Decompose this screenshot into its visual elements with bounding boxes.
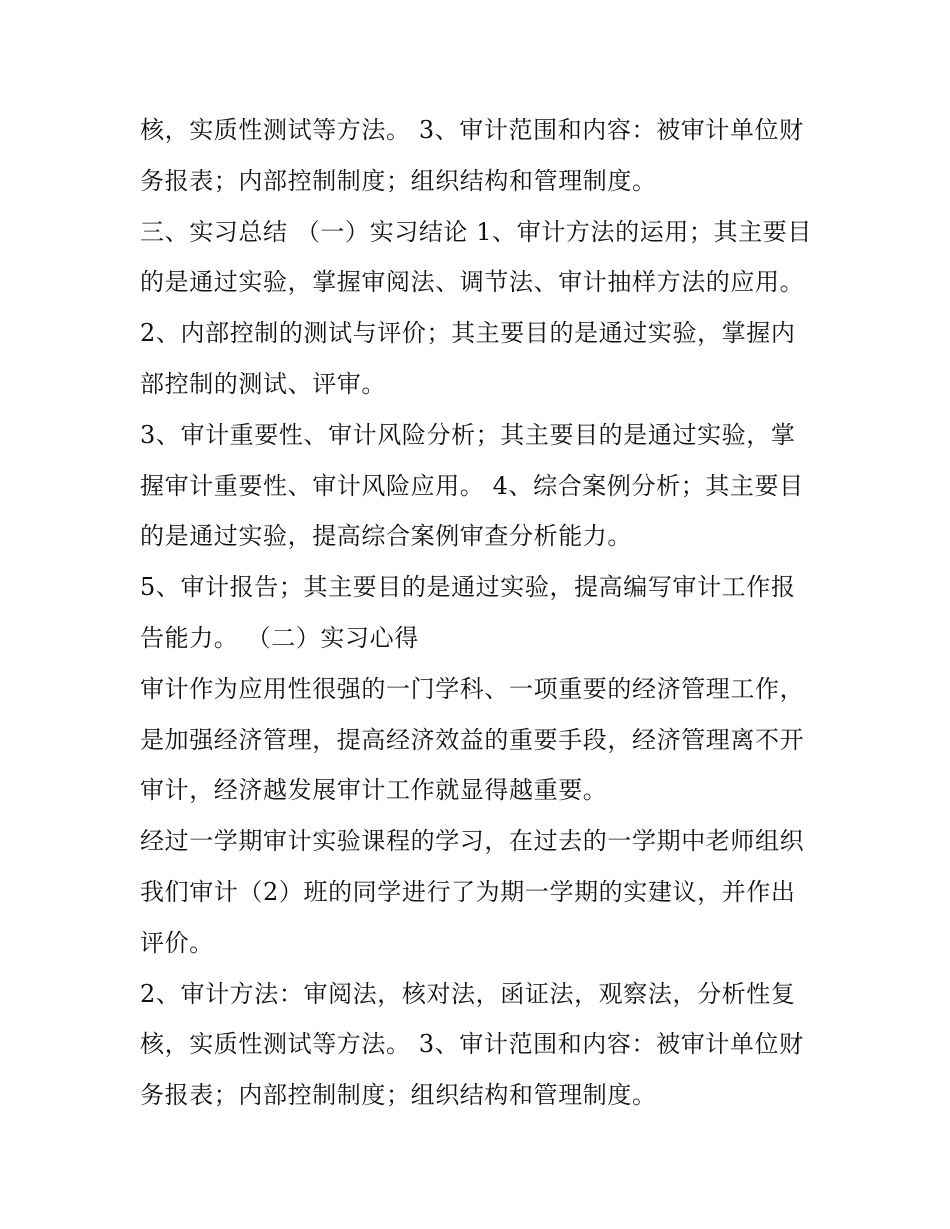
text-line: 务报表；内部控制制度；组织结构和管理制度。 <box>140 1081 657 1110</box>
text-line: 5、审计报告；其主要目的是通过实验，提高编写审计工作报 <box>140 573 796 602</box>
text-line: 评价。 <box>140 928 214 957</box>
text-line: 务报表；内部控制制度；组织结构和管理制度。 <box>140 166 657 195</box>
text-line: 是加强经济管理，提高经济效益的重要手段，经济管理离不开 <box>140 725 805 754</box>
text-line: 核，实质性测试等方法。 3、审计范围和内容：被审计单位财 <box>140 1030 804 1059</box>
text-line: 握审计重要性、审计风险应用。 4、综合案例分析；其主要目 <box>140 471 804 500</box>
text-line: 部控制的测试、评审。 <box>140 369 386 398</box>
text-line: 我们审计（2）班的同学进行了为期一学期的实建议，并作出 <box>140 877 796 906</box>
text-line: 核，实质性测试等方法。 3、审计范围和内容：被审计单位财 <box>140 116 804 144</box>
text-line: 审计，经济越发展审计工作就显得越重要。 <box>140 776 608 805</box>
text-line: 2、审计方法：审阅法，核对法，函证法，观察法，分析性复 <box>140 979 796 1008</box>
text-line: 的是通过实验，掌握审阅法、调节法、审计抽样方法的应用。 <box>140 268 805 297</box>
text-line: 三、实习总结 （一）实习结论 1、审计方法的运用；其主要目 <box>140 217 812 246</box>
text-line: 2、内部控制的测试与评价；其主要目的是通过实验，掌握内 <box>140 319 796 348</box>
document-page <box>140 105 840 1121</box>
text-line: 的是通过实验，提高综合案例审查分析能力。 <box>140 522 632 551</box>
text-line: 告能力。 （二）实习心得 <box>140 623 419 652</box>
text-line: 经过一学期审计实验课程的学习，在过去的一学期中老师组织 <box>140 827 805 856</box>
text-line: 3、审计重要性、审计风险分析；其主要目的是通过实验，掌 <box>140 420 796 449</box>
text-line: 审计作为应用性很强的一门学科、一项重要的经济管理工作， <box>140 674 805 703</box>
